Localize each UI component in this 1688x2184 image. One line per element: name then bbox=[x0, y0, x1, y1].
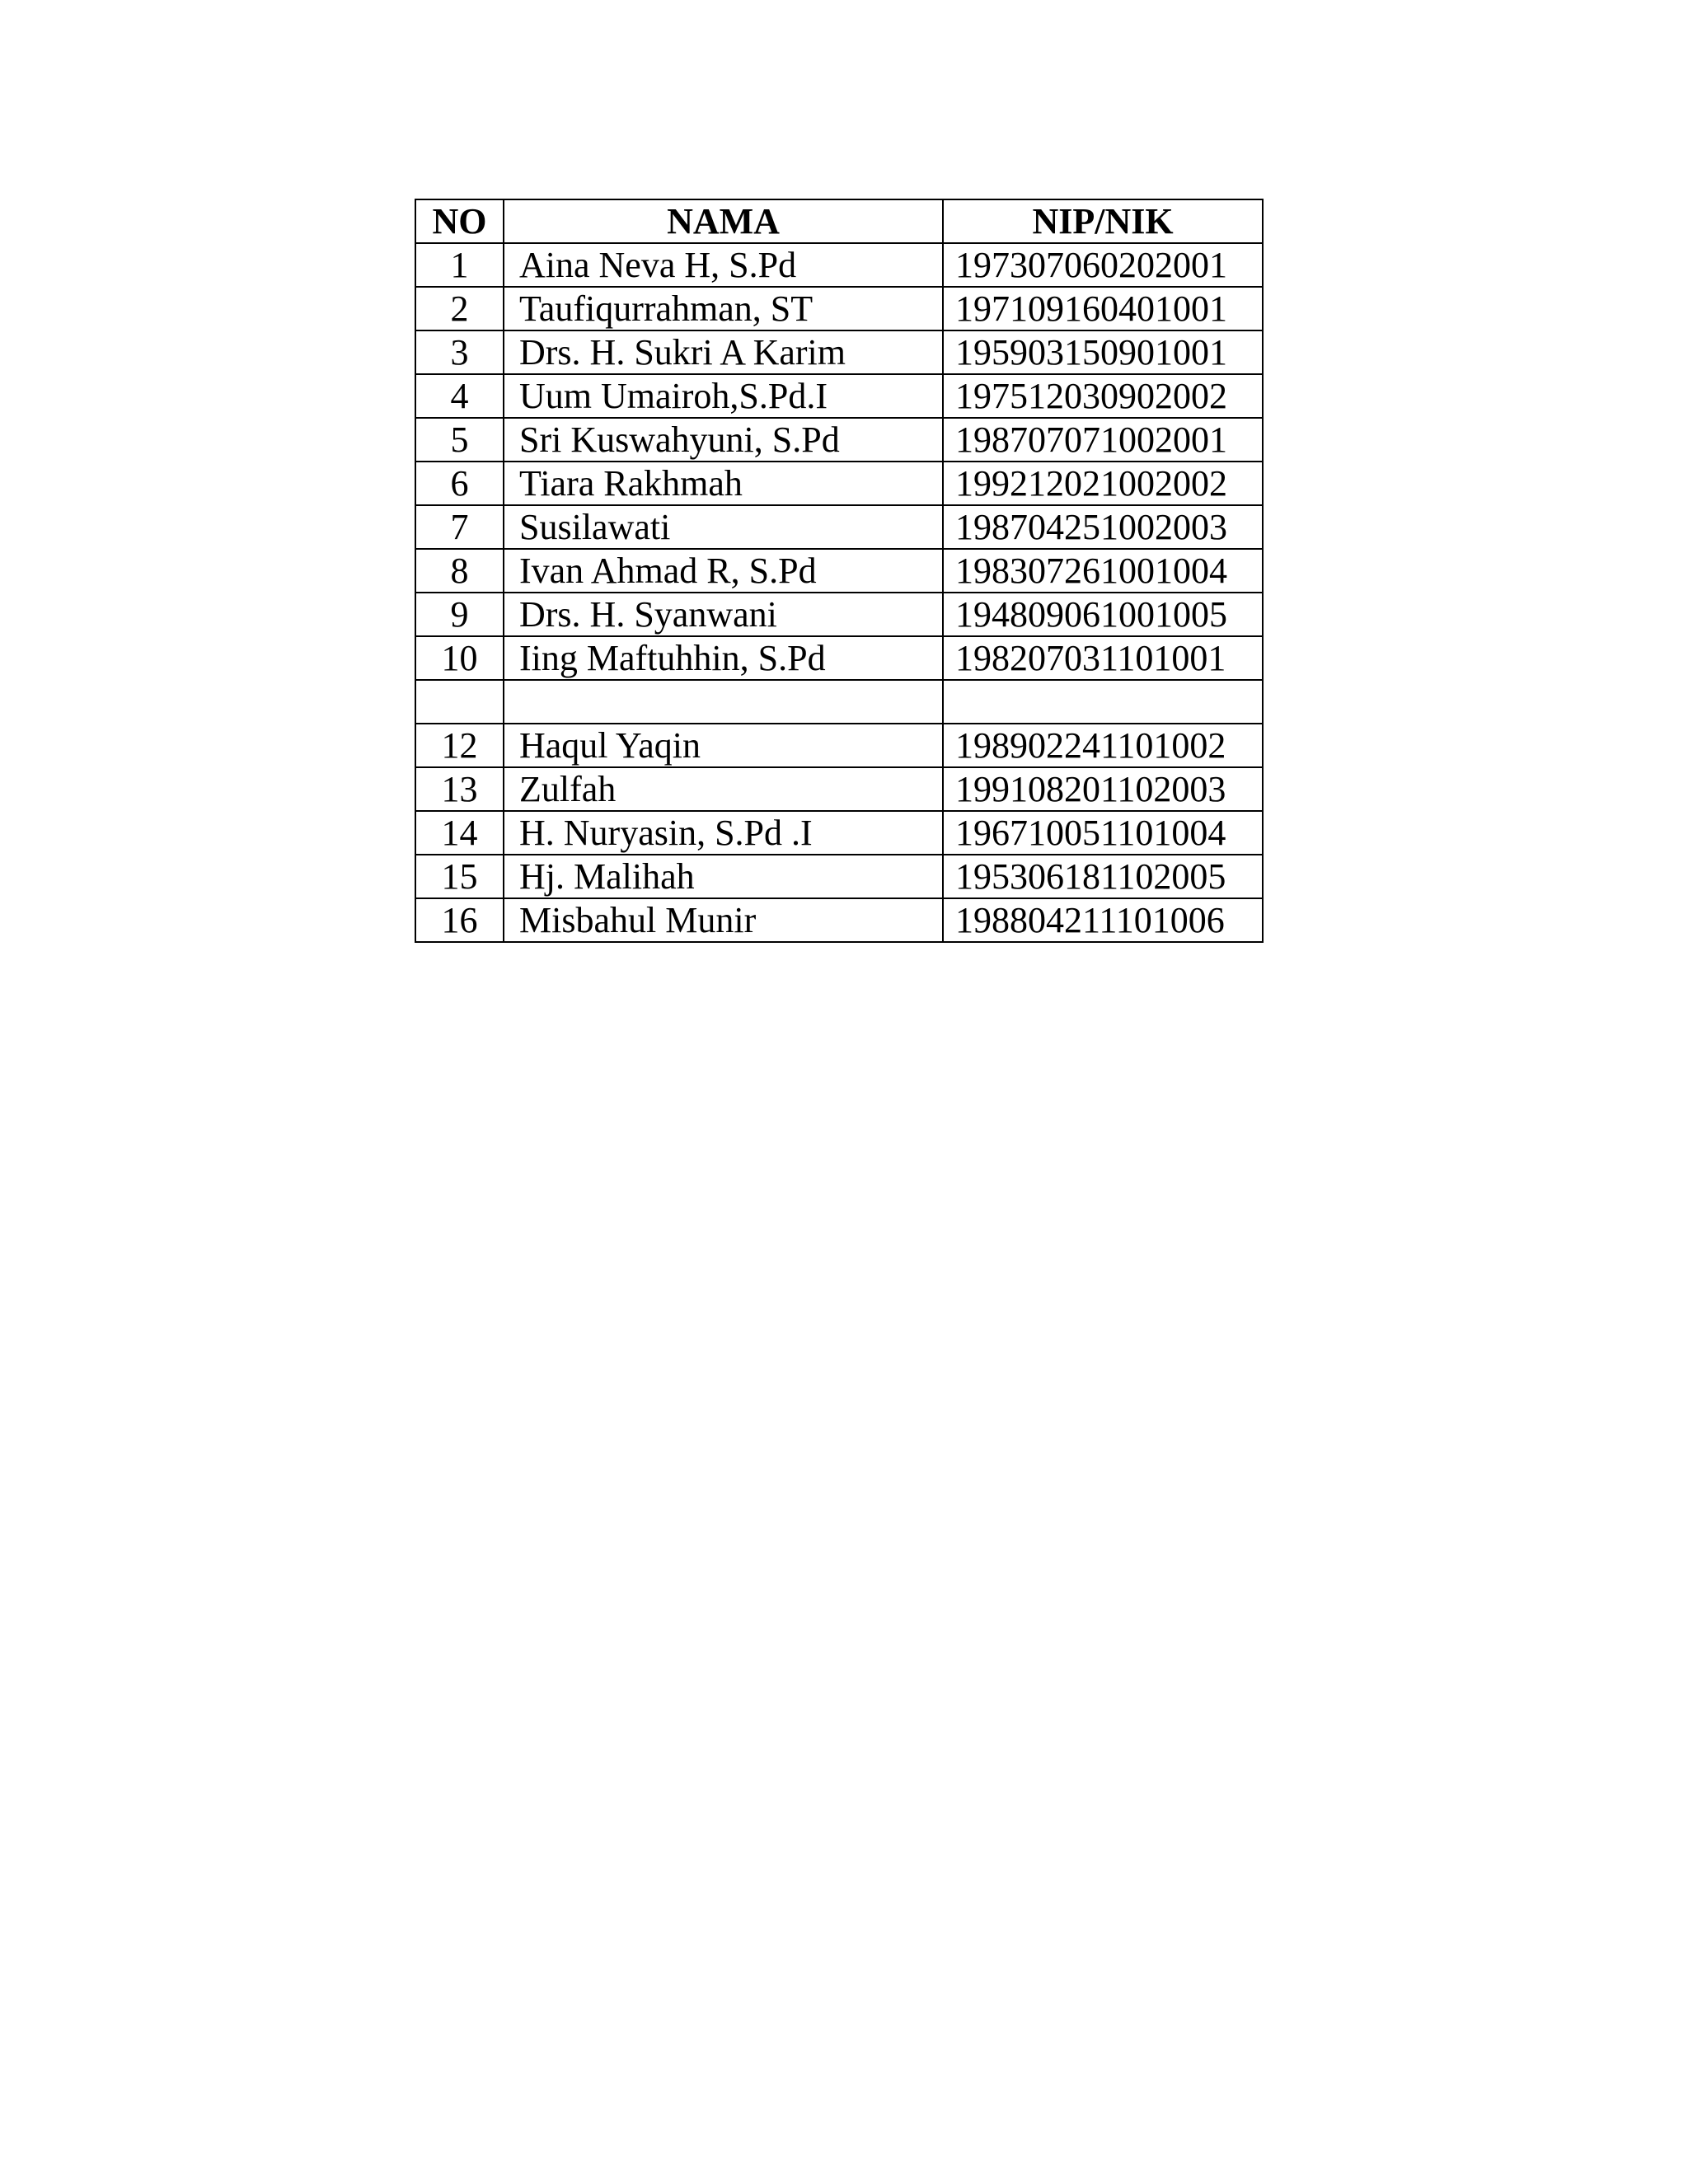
cell-nip: 197307060202001 bbox=[943, 243, 1263, 287]
cell-nip: 196710051101004 bbox=[943, 811, 1263, 855]
table-row-empty bbox=[415, 680, 1263, 724]
cell-nama: Drs. H. Sukri A Karim bbox=[504, 330, 943, 374]
cell-nama: H. Nuryasin, S.Pd .I bbox=[504, 811, 943, 855]
table-row bbox=[415, 855, 1263, 898]
table-row bbox=[415, 287, 1263, 330]
cell-nip: 198307261001004 bbox=[943, 549, 1263, 593]
cell-no: 12 bbox=[415, 724, 504, 767]
header-nip: NIP/NIK bbox=[943, 199, 1263, 243]
table-row bbox=[415, 330, 1263, 374]
cell-no bbox=[415, 680, 504, 724]
cell-nama: Haqul Yaqin bbox=[504, 724, 943, 767]
header-nama: NAMA bbox=[504, 199, 943, 243]
cell-no: 4 bbox=[415, 374, 504, 418]
table-row bbox=[415, 593, 1263, 636]
cell-nip: 197109160401001 bbox=[943, 287, 1263, 330]
cell-no: 3 bbox=[415, 330, 504, 374]
cell-nama: Drs. H. Syanwani bbox=[504, 593, 943, 636]
cell-nip: 194809061001005 bbox=[943, 593, 1263, 636]
cell-nama bbox=[504, 680, 943, 724]
cell-nip: 199212021002002 bbox=[943, 462, 1263, 505]
cell-no: 2 bbox=[415, 287, 504, 330]
cell-nip: 197512030902002 bbox=[943, 374, 1263, 418]
cell-nip: 198207031101001 bbox=[943, 636, 1263, 680]
cell-nama: Misbahul Munir bbox=[504, 898, 943, 942]
staff-table bbox=[415, 199, 1264, 943]
cell-nama: Uum Umairoh,S.Pd.I bbox=[504, 374, 943, 418]
cell-nama: Susilawati bbox=[504, 505, 943, 549]
table-row bbox=[415, 243, 1263, 287]
cell-nip bbox=[943, 680, 1263, 724]
cell-nama: Sri Kuswahyuni, S.Pd bbox=[504, 418, 943, 462]
cell-no: 10 bbox=[415, 636, 504, 680]
table-row bbox=[415, 636, 1263, 680]
cell-nama: Aina Neva H, S.Pd bbox=[504, 243, 943, 287]
header-no: NO bbox=[415, 199, 504, 243]
table-header-row bbox=[415, 199, 1263, 243]
cell-nip: 198902241101002 bbox=[943, 724, 1263, 767]
cell-no: 14 bbox=[415, 811, 504, 855]
cell-nama: Taufiqurrahman, ST bbox=[504, 287, 943, 330]
table-row bbox=[415, 549, 1263, 593]
cell-nip: 198704251002003 bbox=[943, 505, 1263, 549]
cell-no: 8 bbox=[415, 549, 504, 593]
table-row bbox=[415, 811, 1263, 855]
table-row bbox=[415, 374, 1263, 418]
table-row bbox=[415, 724, 1263, 767]
cell-no: 1 bbox=[415, 243, 504, 287]
cell-no: 5 bbox=[415, 418, 504, 462]
cell-nama: Tiara Rakhmah bbox=[504, 462, 943, 505]
table-row bbox=[415, 898, 1263, 942]
cell-nip: 198707071002001 bbox=[943, 418, 1263, 462]
cell-nama: Iing Maftuhhin, S.Pd bbox=[504, 636, 943, 680]
cell-no: 13 bbox=[415, 767, 504, 811]
cell-no: 16 bbox=[415, 898, 504, 942]
table-row bbox=[415, 418, 1263, 462]
cell-no: 9 bbox=[415, 593, 504, 636]
cell-no: 6 bbox=[415, 462, 504, 505]
cell-nip: 199108201102003 bbox=[943, 767, 1263, 811]
cell-nama: Zulfah bbox=[504, 767, 943, 811]
cell-no: 7 bbox=[415, 505, 504, 549]
cell-nama: Ivan Ahmad R, S.Pd bbox=[504, 549, 943, 593]
cell-no: 15 bbox=[415, 855, 504, 898]
cell-nip: 198804211101006 bbox=[943, 898, 1263, 942]
cell-nip: 195903150901001 bbox=[943, 330, 1263, 374]
cell-nip: 195306181102005 bbox=[943, 855, 1263, 898]
table-row bbox=[415, 505, 1263, 549]
table-row bbox=[415, 767, 1263, 811]
cell-nama: Hj. Malihah bbox=[504, 855, 943, 898]
table-row bbox=[415, 462, 1263, 505]
